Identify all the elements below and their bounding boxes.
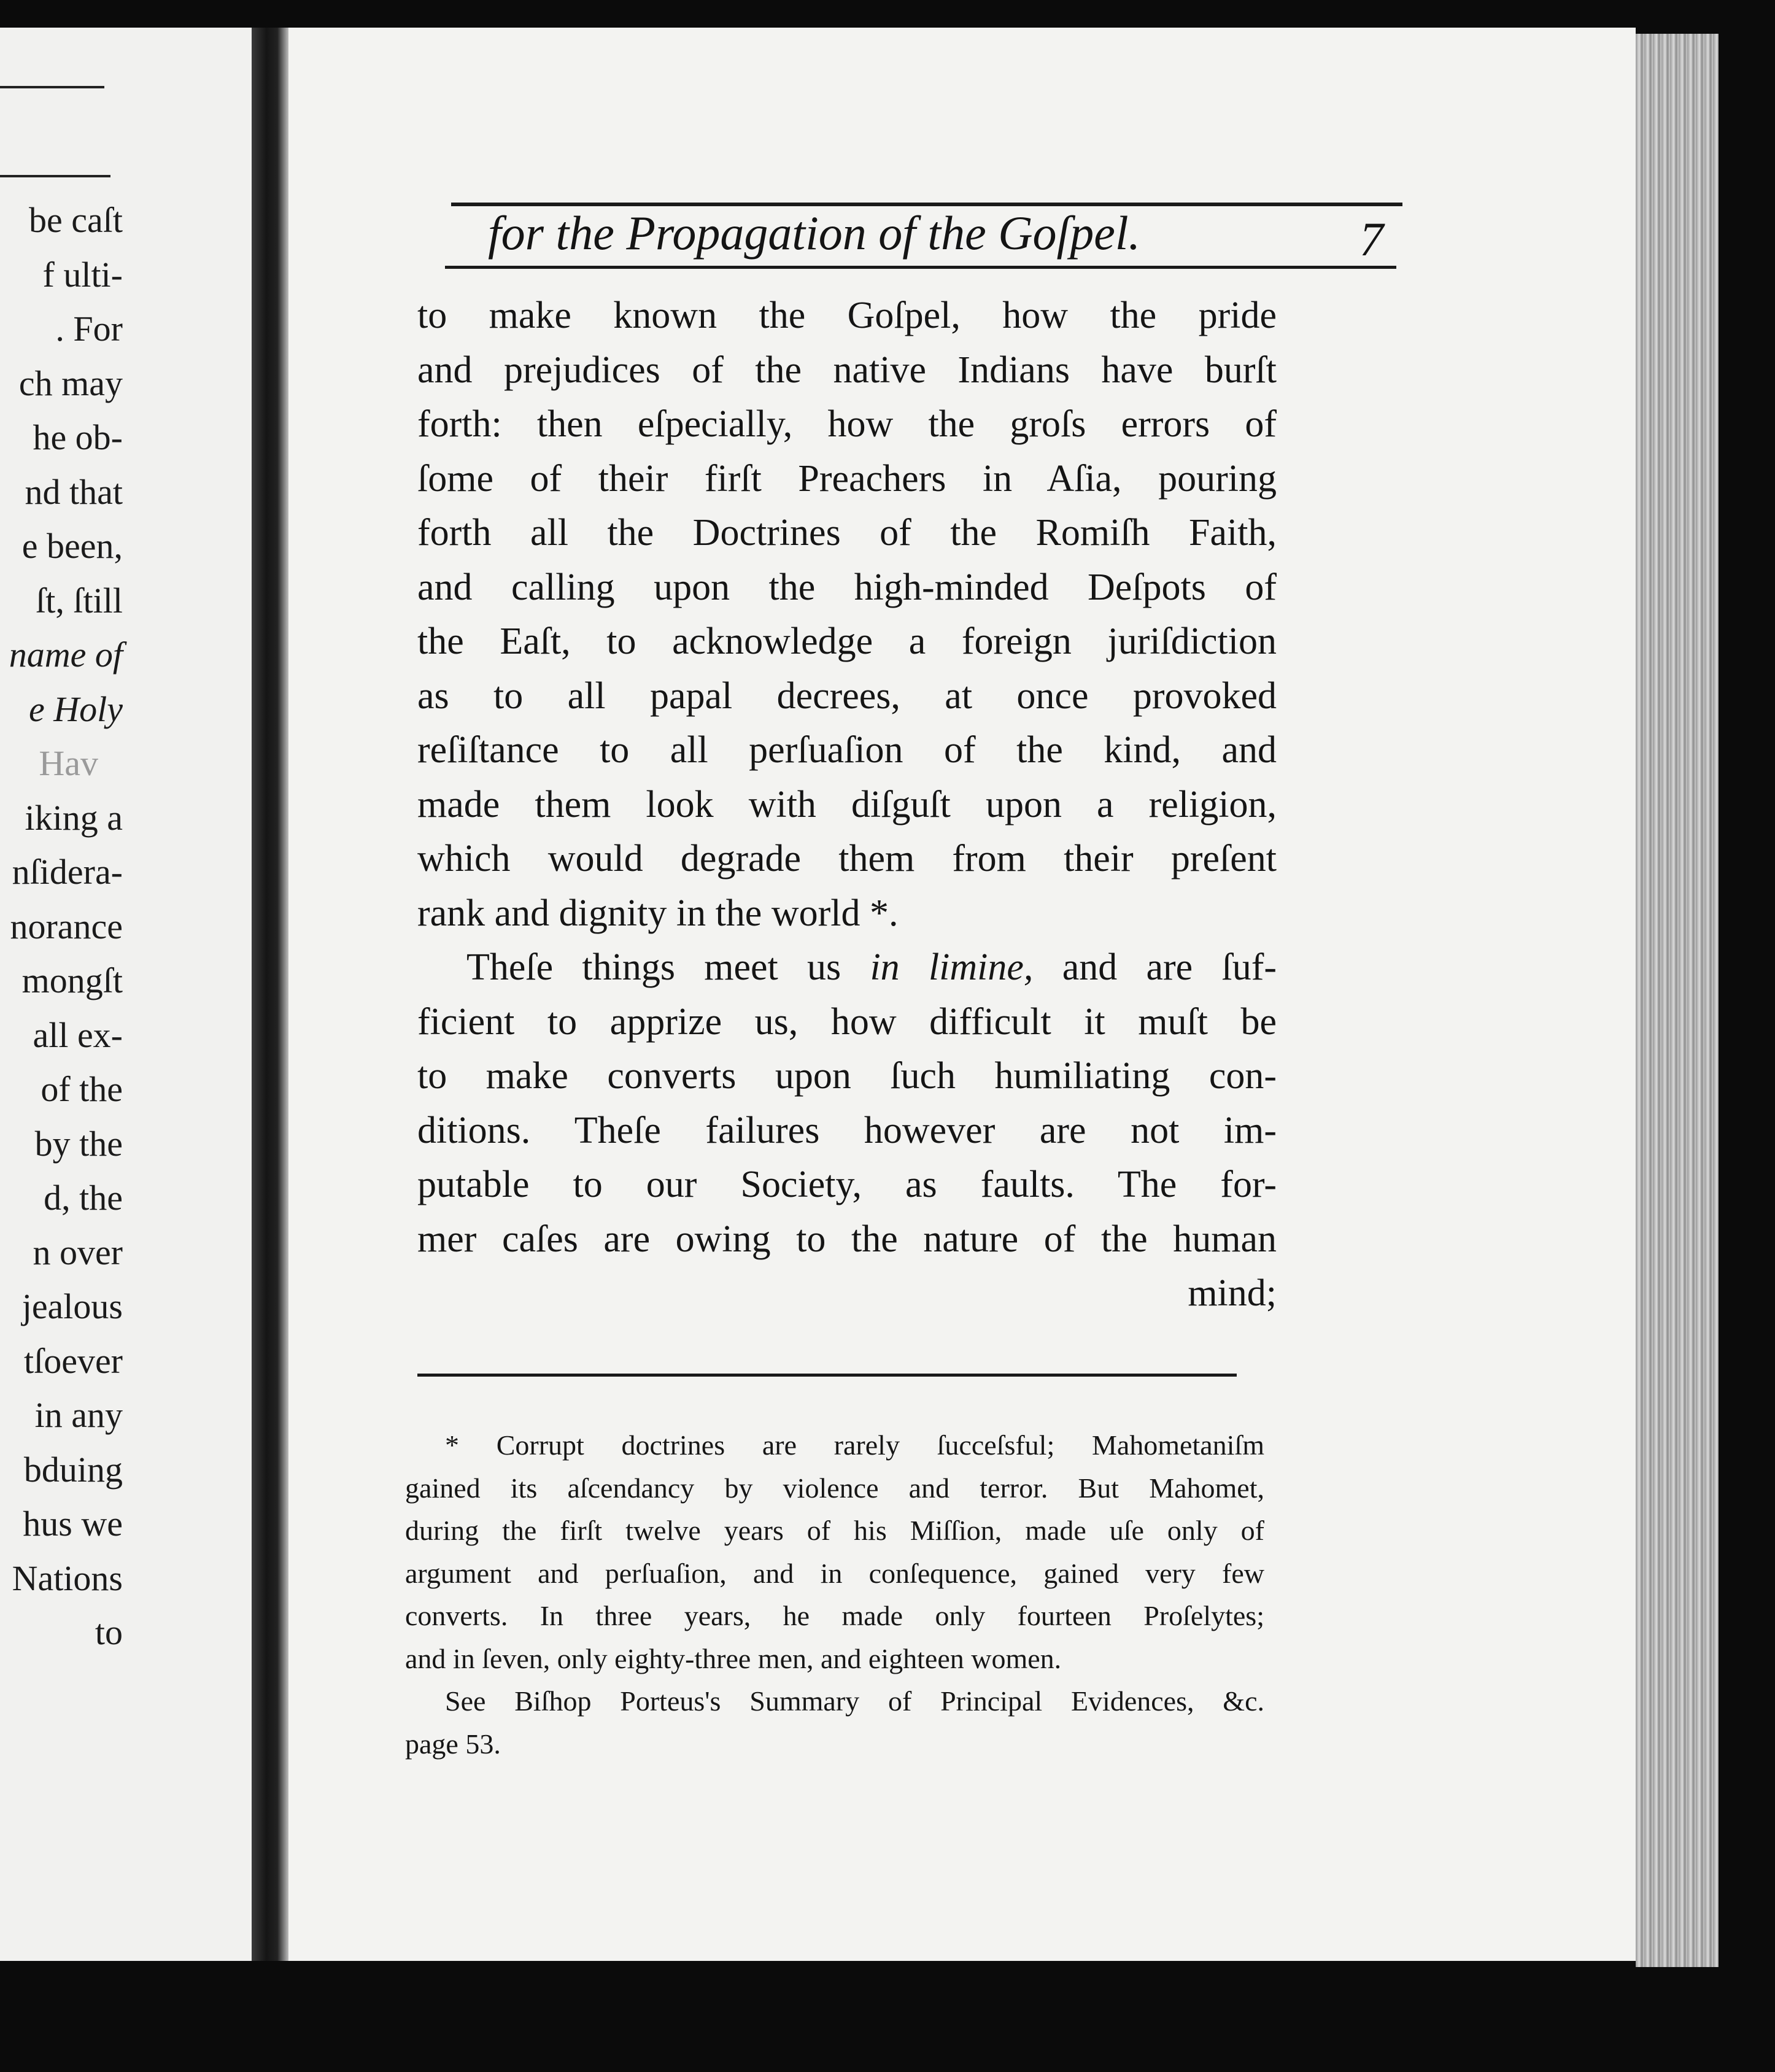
left-page-line: e been,: [21, 526, 123, 566]
left-page-line: norance: [10, 906, 123, 946]
footnote-line: during the firſt twelve years of his Miſſion, made uſe only of: [405, 1515, 1264, 1546]
footnote-line: and in ſeven, only eighty-three men, and eighteen women.: [405, 1642, 1062, 1674]
running-head: for the Propagation of the Goſpel.: [488, 206, 1141, 260]
footnote-line: converts. In three years, he made only fourteen Proſelytes;: [405, 1600, 1264, 1631]
left-page-line: bduing: [23, 1449, 123, 1490]
left-page-line: all ex-: [33, 1015, 123, 1055]
left-page-line: d, the: [44, 1178, 123, 1218]
body-line: forth all the Doctrines of the Romiſh Faith,: [417, 512, 1277, 554]
left-page-line: ſt, ſtill: [36, 580, 123, 620]
left-page-line: nſidera-: [12, 852, 123, 892]
left-page-line: mongſt: [21, 961, 123, 1000]
left-page-fragment: [0, 28, 252, 1961]
page-edges: [1636, 34, 1719, 1967]
left-page-line: hus we: [23, 1504, 123, 1544]
scan-border-right: [1719, 0, 1775, 2072]
body-line: and prejudices of the native Indians have burſt: [417, 349, 1277, 391]
left-page-line: by the: [34, 1123, 123, 1164]
body-line: to make known the Goſpel, how the pride: [417, 295, 1277, 336]
body-line: forth: then eſpecially, how the groſs errors of: [417, 403, 1277, 445]
body-line: ſome of their firſt Preachers in Aſia, pouring: [417, 457, 1277, 500]
body-line: reſiſtance to all perſuaſion of the kind, and: [417, 729, 1277, 771]
page-number: 7: [1359, 212, 1383, 266]
paragraph-2-first-line: [417, 940, 1277, 995]
body-text: [417, 288, 1277, 1321]
body-line: rank and dignity in the world *.: [417, 892, 899, 934]
footnote-rule: [417, 1374, 1237, 1377]
scan-border-bottom: [0, 1985, 1775, 2072]
left-page-line: jealous: [21, 1286, 123, 1326]
footnote: [405, 1424, 1264, 1765]
footnote-line: * Corrupt doctrines are rarely ſucceſsful; Mahometaniſm: [445, 1429, 1264, 1461]
scan-border-top: [0, 0, 1775, 28]
footnote-line: gained its aſcendancy by violence and terror. But Mahomet,: [405, 1472, 1264, 1504]
left-page-line: of the: [41, 1069, 123, 1109]
left-page-line: tſoever: [23, 1340, 123, 1381]
body-line: mer caſes are owing to the nature of the human: [417, 1218, 1277, 1260]
left-page-line: n over: [33, 1232, 123, 1272]
body-line: as to all papal decrees, at once provoked: [417, 675, 1277, 717]
footnote-line: argument and perſuaſion, and in conſequence, gained very few: [405, 1557, 1264, 1589]
body-line: to make converts upon ſuch humiliating con-: [417, 1055, 1277, 1097]
header-rule-bottom: [445, 266, 1396, 269]
book-gutter: [252, 28, 288, 1961]
left-page-line: e Holy: [29, 689, 123, 729]
body-line: made them look with diſguſt upon a religion,: [417, 783, 1277, 825]
body-line: which would degrade them from their preſent: [417, 838, 1277, 879]
left-page-line: nd that: [25, 471, 123, 512]
left-page-line: Nations: [12, 1558, 123, 1598]
footnote-reference: See Biſhop Porteus's Summary of Principal Evidences, &c.: [445, 1685, 1264, 1717]
left-page-line: in any: [34, 1395, 123, 1435]
footnote-reference: page 53.: [405, 1728, 501, 1760]
catchword: mind;: [1188, 1272, 1277, 1314]
left-page-line: . For: [55, 309, 123, 349]
body-line: and calling upon the high-minded Deſpots of: [417, 566, 1277, 608]
left-page-line: name of: [9, 635, 123, 675]
left-page-line: be caſt: [29, 200, 123, 240]
left-page-text: [0, 28, 252, 1961]
body-line: putable to our Society, as faults. The for-: [417, 1164, 1277, 1205]
left-page-line: Hav: [39, 743, 98, 783]
left-page-line: ch may: [18, 363, 123, 403]
latin-phrase: in limine,: [870, 946, 1034, 988]
left-page-line: he ob-: [33, 417, 123, 457]
para2-start: Theſe things meet us: [466, 946, 870, 988]
left-page-line: to: [95, 1612, 123, 1652]
body-line: ficient to apprize us, how difficult it muſt be: [417, 1000, 1277, 1043]
para2-end: and are ſuf-: [1033, 946, 1277, 988]
body-line: ditions. Theſe failures however are not im-: [417, 1109, 1277, 1151]
left-page-line: f ulti-: [42, 254, 123, 295]
left-page-line: iking a: [25, 797, 123, 838]
body-line: the Eaſt, to acknowledge a foreign juriſdiction: [417, 620, 1277, 662]
